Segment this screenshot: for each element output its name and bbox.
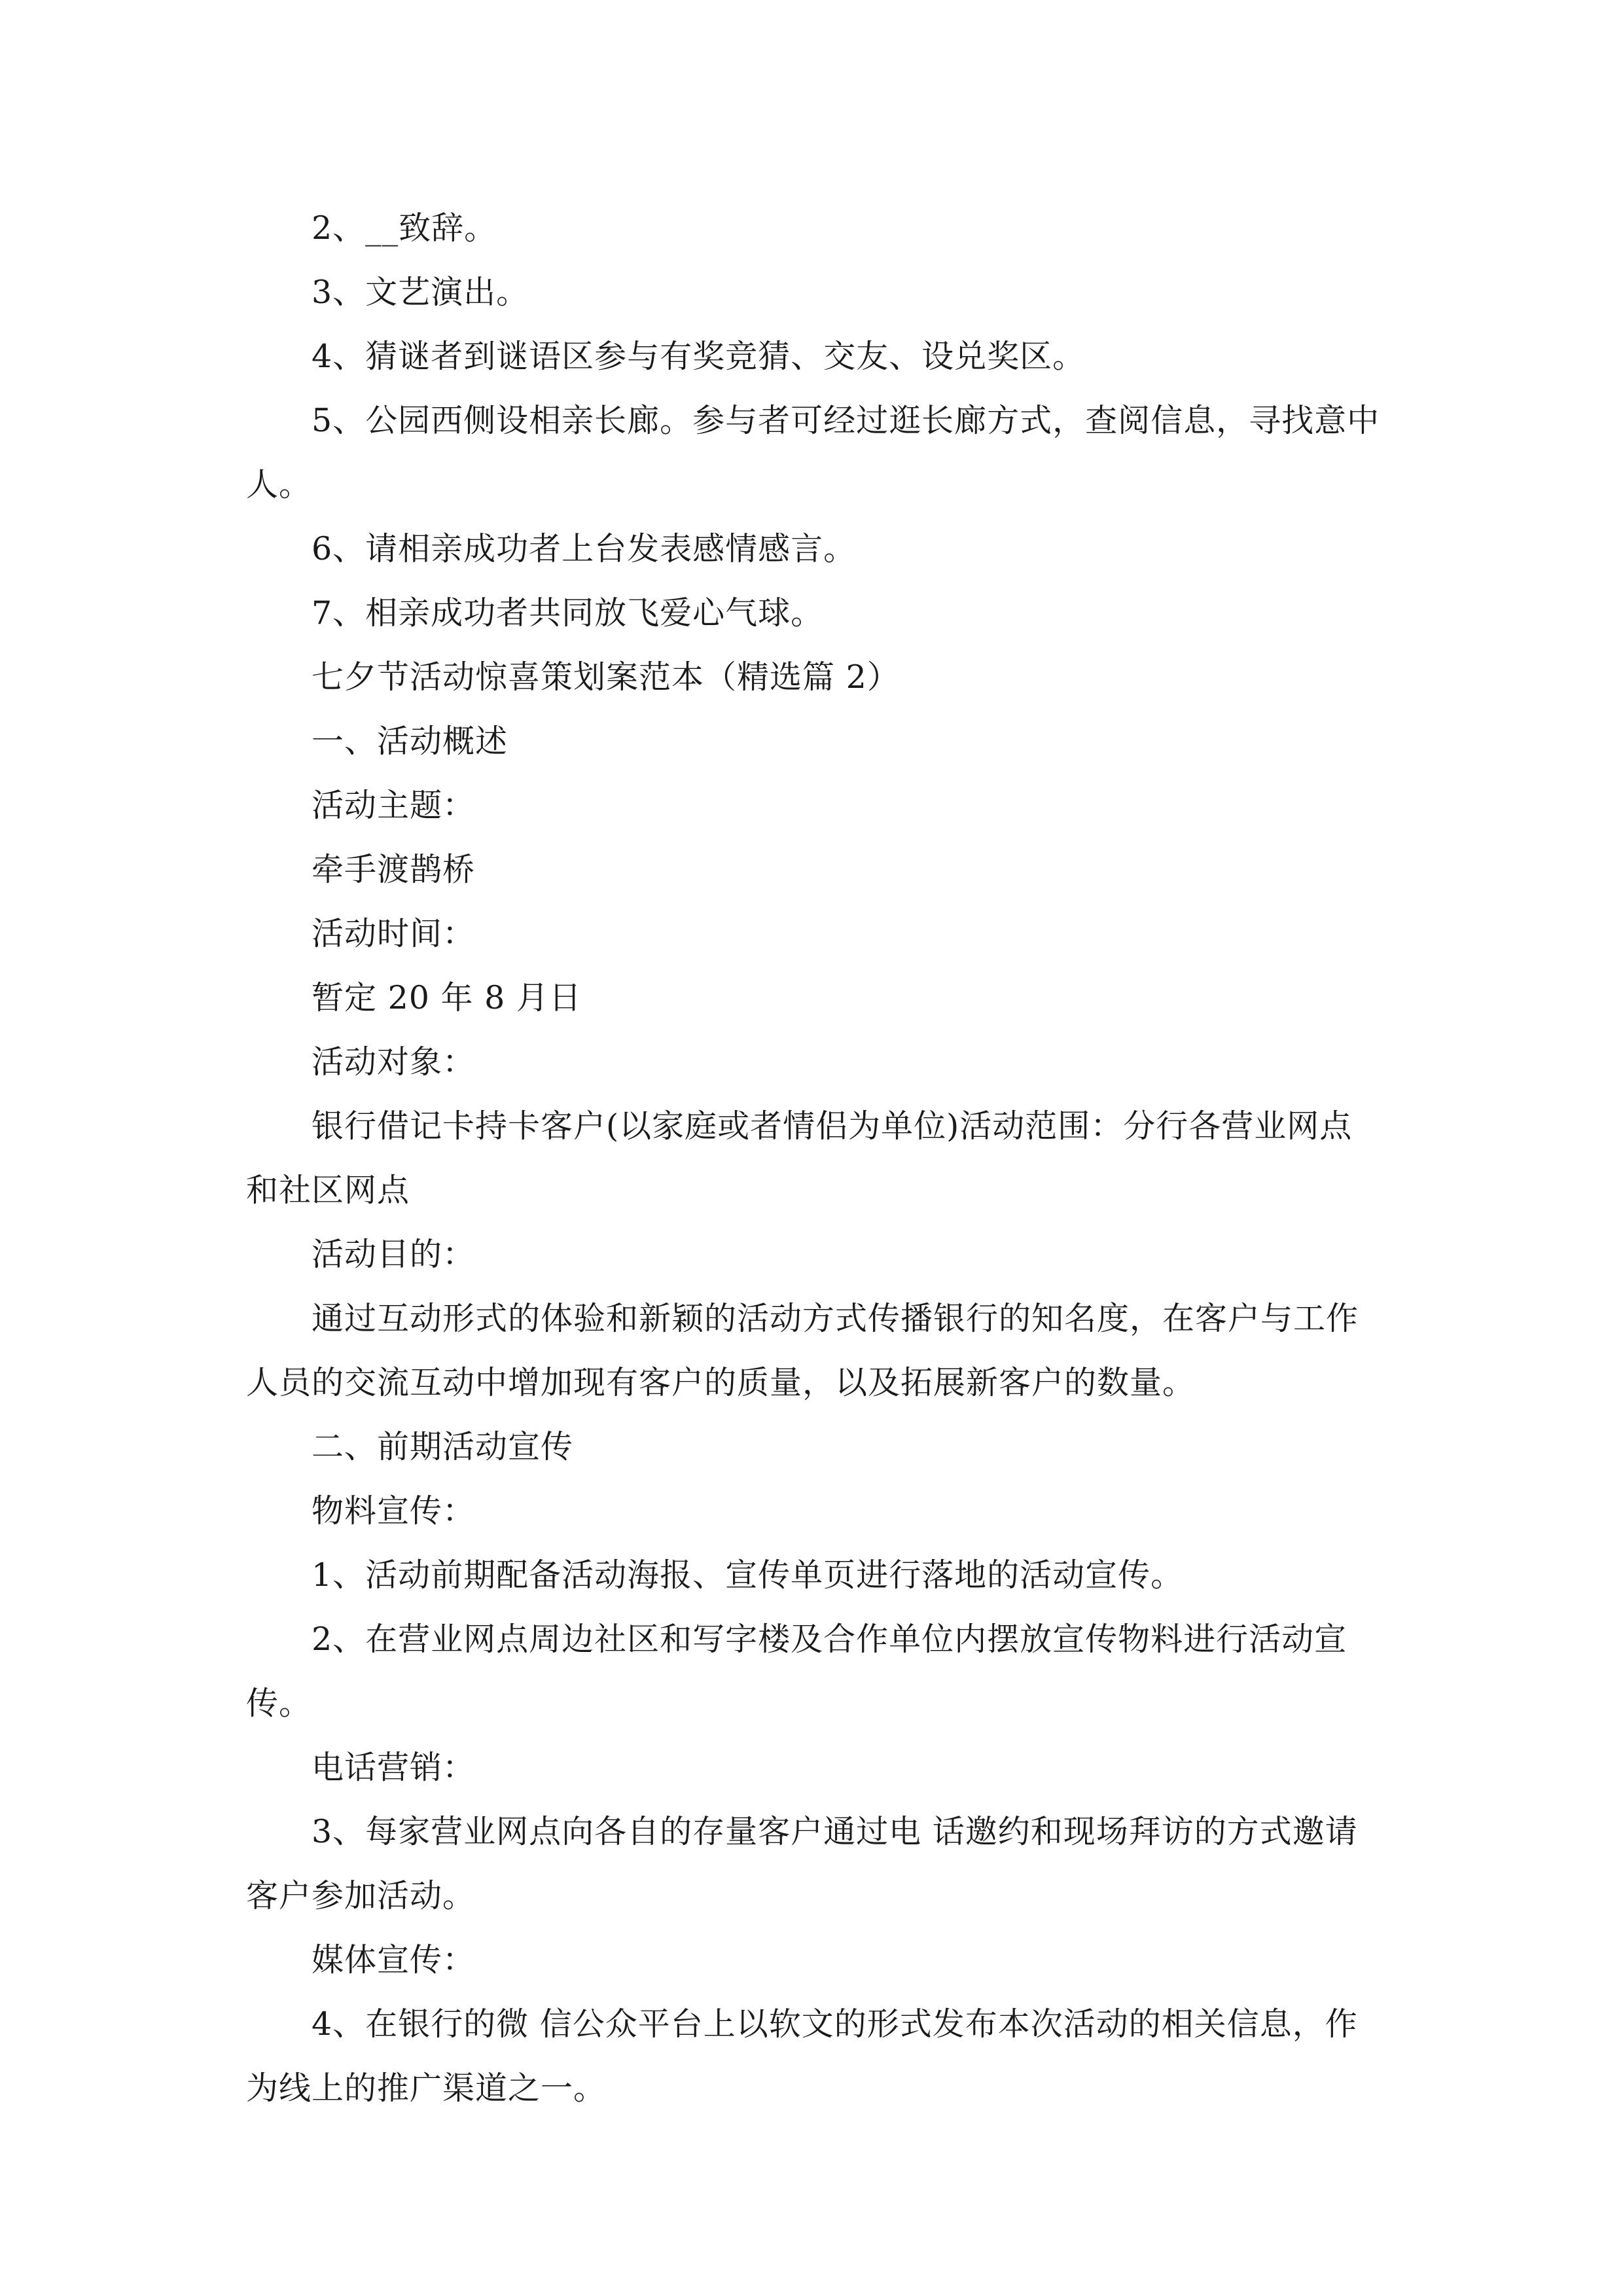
document-body	[246, 196, 1385, 2121]
paragraph-item-4-wechat: 4、在银行的微 信公众平台上以软文的形式发布本次活动的相关信息，作为线上的推广渠道之一。	[246, 2005, 1358, 2107]
label-time: 活动时间：	[312, 915, 476, 952]
value-theme: 牵手渡鹊桥	[312, 851, 476, 888]
heading-promotion: 二、前期活动宣传	[312, 1428, 574, 1465]
section-title: 七夕节活动惊喜策划案范本（精选篇 2）	[312, 658, 900, 696]
value-purpose: 通过互动形式的体验和新颖的活动方式传播银行的知名度，在客户与工作人员的交流互动中增加现有客户的质量，以及拓展新客户的数量。	[246, 1300, 1359, 1401]
paragraph-item-2-speech: 2、__致辞。	[312, 209, 497, 247]
label-purpose: 活动目的：	[312, 1236, 476, 1273]
paragraph-item-3-invite: 3、每家营业网点向各自的存量客户通过电 话邀约和现场拜访的方式邀请客户参加活动。	[246, 1813, 1358, 1914]
paragraph-item-2-community: 2、在营业网点周边社区和写字楼及合作单位内摆放宣传物料进行活动宣传。	[246, 1621, 1347, 1722]
paragraph-item-7-balloons: 7、相亲成功者共同放飞爱心气球。	[312, 594, 824, 632]
label-audience: 活动对象：	[312, 1043, 476, 1081]
paragraph-item-5-corridor: 5、公园西侧设相亲长廊。参与者可经过逛长廊方式，查阅信息，寻找意中人。	[246, 402, 1380, 503]
heading-overview: 一、活动概述	[312, 723, 508, 760]
paragraph-item-4-riddles: 4、猜谜者到谜语区参与有奖竞猜、交友、设兑奖区。	[312, 338, 1086, 375]
label-telemarketing: 电话营销：	[312, 1749, 476, 1786]
paragraph-item-3-performance: 3、文艺演出。	[312, 274, 529, 311]
value-time: 暂定 20 年 8 月日	[312, 979, 582, 1016]
paragraph-item-6-speech: 6、请相亲成功者上台发表感情感言。	[312, 530, 857, 567]
value-audience: 银行借记卡持卡客户(以家庭或者情侣为单位)活动范围：分行各营业网点和社区网点	[246, 1107, 1353, 1209]
paragraph-item-1-posters: 1、活动前期配备活动海报、宣传单页进行落地的活动宣传。	[312, 1556, 1184, 1594]
label-materials: 物料宣传：	[312, 1492, 476, 1530]
label-media: 媒体宣传：	[312, 1941, 476, 1979]
label-theme: 活动主题：	[312, 787, 476, 824]
